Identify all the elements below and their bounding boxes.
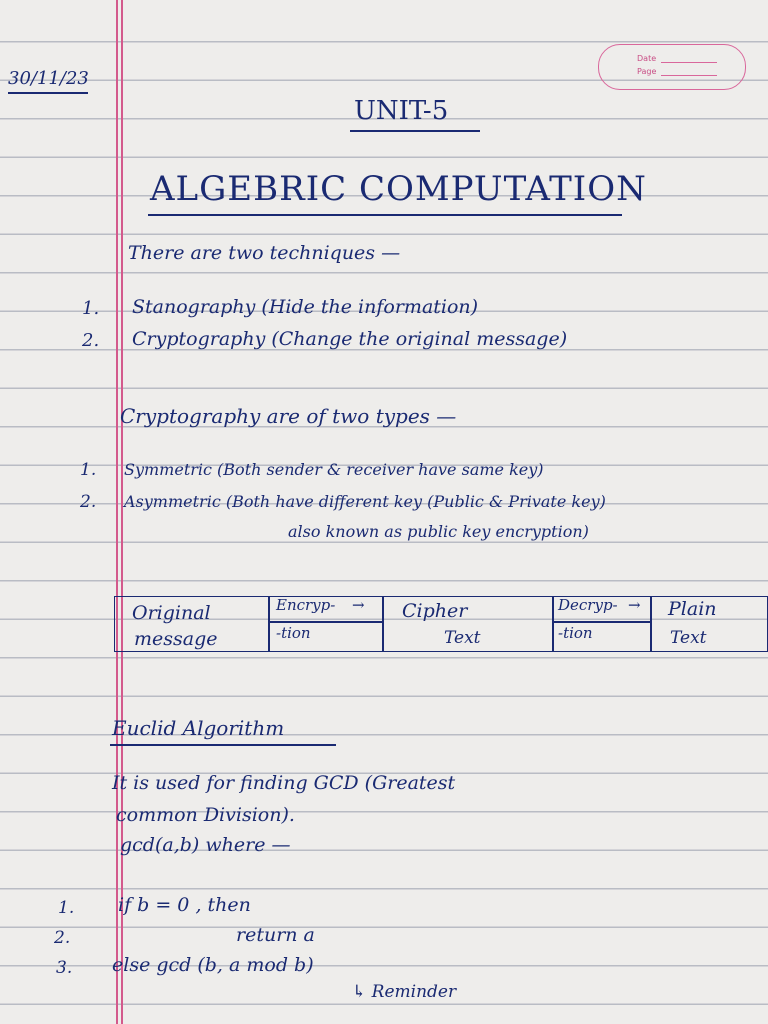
euclid-desc-line1: It is used for finding GCD (Greatest: [112, 772, 456, 794]
type-1-text: Symmetric (Both sender & receiver have same key): [124, 460, 544, 479]
stamp-page-label: Page: [637, 67, 657, 76]
flow-divider-4: [650, 596, 652, 652]
stamp-date-line: [661, 62, 717, 63]
stamp-page-line: [661, 75, 717, 76]
flow-plain-line1: Plain: [668, 598, 717, 620]
technique-1-text: Stanography (Hide the information): [132, 296, 479, 318]
flow-divider-3: [552, 596, 554, 652]
flow-arrow-2: →: [628, 596, 641, 614]
flow-arrow-1: →: [352, 596, 365, 614]
technique-2-num: 2.: [82, 330, 100, 351]
gcd-definition: gcd(a,b) where —: [120, 834, 291, 856]
decrypt-split-line: [552, 621, 650, 623]
euclid-heading: Euclid Algorithm: [112, 716, 285, 740]
type-2-continuation: also known as public key encryption): [288, 522, 589, 541]
flow-plain-line2: Text: [670, 628, 707, 648]
note-date: 30/11/23: [8, 68, 89, 89]
encrypt-split-line: [268, 621, 382, 623]
flow-original-line2: message: [134, 628, 218, 650]
crypto-types-heading: Cryptography are of two types —: [120, 404, 457, 428]
intro-text: There are two techniques —: [128, 242, 401, 264]
flow-decrypt-line1: Decryp-: [558, 596, 618, 614]
step-3-num: 3.: [56, 958, 73, 978]
date-underline: [8, 92, 88, 94]
margin-line-inner: [121, 0, 123, 1024]
stamp-date-label: Date: [637, 54, 657, 63]
step-1-num: 1.: [58, 898, 75, 918]
flow-divider-1: [268, 596, 270, 652]
flow-cipher-line2: Text: [444, 628, 481, 648]
flow-decrypt-line2: -tion: [558, 624, 593, 642]
euclid-desc-line2: common Division).: [116, 804, 295, 826]
unit-heading: UNIT-5: [354, 96, 449, 126]
technique-2-text: Cryptography (Change the original message): [132, 328, 568, 350]
date-page-stamp: [598, 44, 746, 90]
step-1-text: if b = 0 , then: [118, 894, 251, 916]
flow-cipher-line1: Cipher: [402, 600, 468, 622]
type-2-num: 2.: [80, 492, 97, 512]
unit-underline: [350, 130, 480, 132]
step-2-text: return a: [236, 924, 315, 946]
step-2-num: 2.: [54, 928, 71, 948]
step-3-text: else gcd (b, a mod b): [112, 954, 314, 976]
flow-divider-2: [382, 596, 384, 652]
reminder-note: ↳ Reminder: [352, 982, 457, 1002]
type-2-text: Asymmetric (Both have different key (Public & Private key): [124, 492, 606, 511]
flow-encrypt-line2: -tion: [276, 624, 311, 642]
type-1-num: 1.: [80, 460, 97, 480]
euclid-heading-underline: [110, 744, 336, 746]
flow-original-line1: Original: [132, 602, 211, 624]
technique-1-num: 1.: [82, 298, 100, 319]
title-underline: [148, 214, 622, 216]
flow-encrypt-line1: Encryp-: [276, 596, 336, 614]
margin-line-outer: [116, 0, 118, 1024]
page-title: ALGEBRIC COMPUTATION: [150, 169, 647, 209]
